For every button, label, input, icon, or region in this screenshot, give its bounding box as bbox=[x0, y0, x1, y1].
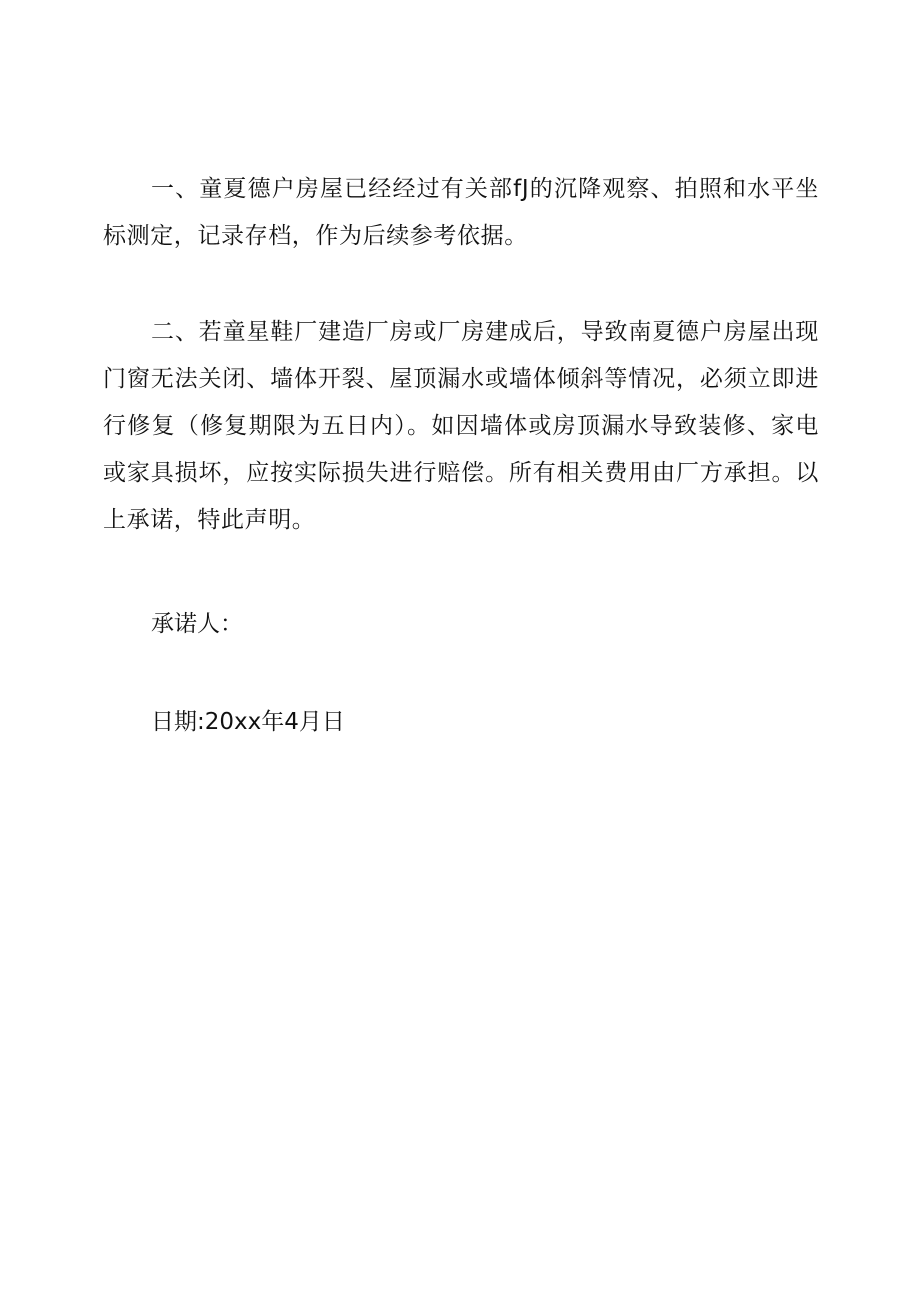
promisor-label: 承诺人： bbox=[151, 611, 243, 637]
clause-two-paragraph: 二、若童星鞋厂建造厂房或厂房建成后，导致南夏德户房屋出现门窗无法关闭、墙体开裂、屋顶漏水或墙体倾斜等情况，必须立即进行修复（修复期限为五日内）。如因墙体或房顶漏水导致装修、家电或家具损坏，应按实际损失进行赔偿。所有相关费用由厂方承担。以上承诺，特此声明。 bbox=[103, 319, 819, 533]
date-line: 日期:20xx年4月日 bbox=[151, 709, 345, 735]
clause-one-paragraph: 一、童夏德户房屋已经经过有关部fJ的沉降观察、拍照和水平坐标测定，记录存档，作为后续参考依据。 bbox=[103, 176, 819, 249]
